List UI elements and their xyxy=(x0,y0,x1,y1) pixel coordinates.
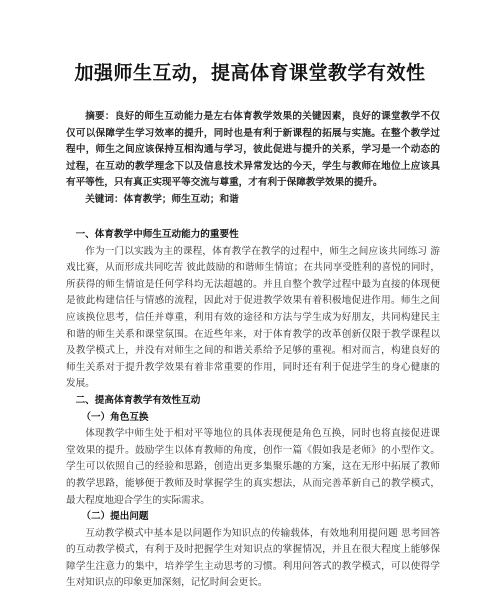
paper-body xyxy=(66,227,440,592)
section-2-heading: 二、提高体育教学有效性互动 xyxy=(75,394,201,406)
subsection-questions-paragraph: 互动教学模式中基本是以问题作为知识点的传输载体，有效地利用提问题 思考回答的互动教学模式，有利于及时把握学生对知识点的掌握情况，并且在很大程度上能够保障学生注意力的集中，培养学生主动思考的习惯。利用问答式的教学模式，可以使得学生对知识点的印象更加深刻，记忆时间会更长。 xyxy=(66,527,440,589)
subsection-role-swap-paragraph: 体现教学中师生处于相对平等地位的具体表现便是角色互换，同时也将直接促进课堂效果的提升。鼓励学生以体育教师的角度，创作一篇《假如我是老师》的小型作文。学生可以依照自己的经验和思路，创造出更多集聚乐趣的方案，这在无形中拓展了教师的教学思路，能够便于教师及时掌握学生的真实想法，从而完善革新自己的教学模式，最大程度地迎合学生的实际需求。 xyxy=(66,428,440,506)
paper-title: 加强师生互动，提高体育课堂教学有效性 xyxy=(74,62,426,84)
subsection-questions-heading: （二）提出问题 xyxy=(81,511,149,523)
section-1-heading: 一、体育教学中师生互动能力的重要性 xyxy=(75,229,239,240)
abstract: 摘要：良好的师生互动能力是左右体育教学效果的关键因素，良好的课堂教学不仅仅可以保障学生学习效率的提升，同时也是有利于新课程的拓展与实施。在整个教学过程中，师生之间应该保持互相沟通与学习，彼此促进与提升的关系，学习是一个动态的过程，在互动的教学理念下以及信息技术异常发达的今天，学生与教师在地位上应该具有平等性，只有真正实现平等交流与尊重，才有利于保障教学效果的提升。 xyxy=(66,111,440,188)
keywords: 关键词：体育教学；师生互动；和谐 xyxy=(85,194,239,205)
section-1-paragraph: 作为一门以实践为主的课程，体育教学在教学的过程中，师生之间应该共同练习 游戏比赛，从而形成共同吃苦 彼此鼓励的和谐师生情谊；在共同享受胜利的喜悦的同时，所获得的师生情谊是任何学科均无法超越的。并且自整个教学过程中最为直接的体现便是彼此构建信任与情感的流程，因此对于促进教学效果有着积极地促进作用。师生之间应该换位思考，信任并尊重，利用有效的途径和方法与学生成为好朋友，共同构建民主和谐的师生关系和课堂氛围。在近些年来，对于体育教学的改革创新仅限于教学课程以及教学模式上，并没有对师生之间的和谐关系给予足够的重视。相对而言，构建良好的师生关系对于提升教学效果有着非常重要的作用，同时还有利于促进学生的身心健康的发展。 xyxy=(66,245,440,390)
subsection-role-swap-heading: （一）角色互换 xyxy=(81,411,149,423)
